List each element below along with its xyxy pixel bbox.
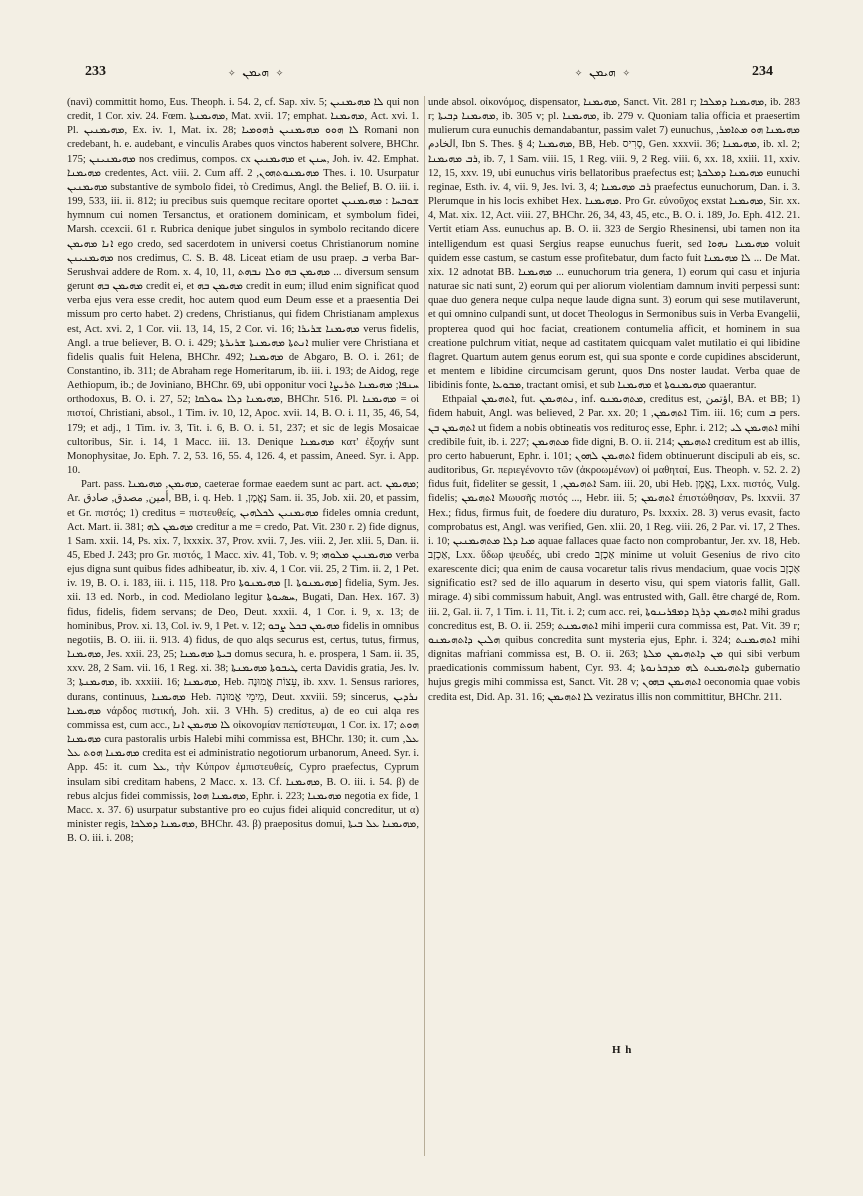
- left-page-number: 233: [85, 64, 106, 79]
- right-column: [428, 96, 800, 705]
- entry-paragraph: Part. pass. ܡܗܝܡܢ, ܡܗܝܡܢܐ, caeterae formae eaedem sunt ac part. act. ܡܗܝܡܢ; Ar. أمين, مصدق, صادق, BB, i. q. Heb. נֶאֱמָן, 1 Sam. ii. 35, Job. xii. 20, et passim, et Gr. πιστός; 1) creditus = πιστευθείς, ܡܗܝܡܢܝܢ ܠܟܠܗܝܢ fideles omnia credunt, Act. Mart. ii. 381; ܡܗܝܡܢ ܠܗ creditur a me = credo, Pat. Vit. 230 r. 2) fide dignus, 1 Sam. xxii. 14, Ps. xix. 7, lxxxix. 37, Prov. xvii. 7, Jes. viii. 2, Jer. xlii. 5, Dan. ii. 45, Ebed J. 243; pro Gr. πιστός, 1 Macc. xiv. 41, Tob. v. 9; ܡܗܝܡܢܝܢ ܡܠܘܗܝ verba ejus digna sunt quibus fides adhibeatur, ib. xiv. 4, 1 Cor. vii. 25, 2 Tim. ii. 2, 1 Pet. iv. 19, B. O. i. 183, iii. i. 115, 118. Pro ܡܗܝܡܢܘܬܐ [l. ܡܗܝܡܢܘܬܐ] fidelia, Sym. Jes. xii. 13 ed. Norb., in cod. Mediolano legitur ܚܣܝܘܬܐ, Bugati, Dan. Hex. 167. 3) fidus, fidelis, fidem servans; de Deo, Deut. xxxii. 4, 1 Cor. i. 9, x. 13; de hominibus, Prov. xi. 13, Col. iv. 9, 1 Pet. v. 12; ܡܗܝܡܢ ܒܟܠ ܨܒܘ fidelis in omnibus negotiis, B. O. iii. ii. 913. 4) fidus, de quo alqs securus est, certus, tutus, firmus, ܡܗܝܡܢܐ, Jes. xxii. 23, 25; ܒܝܬܐ ܡܗܝܡܢܐ domus secura, h. e. prospera, 1 Sam. ii. 35, xxv. 28, 2 Sam. vii. 16, 1 Reg. xi. 38; ܛܝܒܘܬܐ ܡܗܝܡܢܬܐ certa Davidis gratia, Jes. lv. 3; ܡܗܝܡܢܬܐ, ib. xxxiii. 16; ܡܗܝܡܢܐ, Heb. עֵצוֹת אֱמוּנָה, ib. xxv. 1. Sensus rariores, durans, continuus, ܡܗܝܡܢܐ Heb. מֵימֵי אֱמוּנָה, Deut. xxviii. 59; sincerus, ܢܪܕܝܢ ܡܗܝܡܢܐ νάρδος πιστική, Joh. xii. 3 VHh. 5) creditus, a) de eo cui alqa res commissa est, cum acc., ܠܐ ܡܗܝܡܢ ܐܢܐ οἰκονομίαν πεπίστευμαι, 1 Cor. ix. 17; ܗܘܬ ܡܗܝܡܢܐ cura pastoralis urbis Halebi mihi commissa est, BHChr. 130; it. cum ܥܠ, ܡܗܝܡܢܐ ܗܘܬ ܥܠ credita est ei administratio negotiorum urbanorum, Aneed. Syr. i. App. 45: it. cum ܥܠ, τὴν Κύπρον ἐμπιστευθείς, Cypro praefectus, Cyprum insulam sibi creditam habens, 2 Macc. x. 13. Cf. ܡܗܝܡܢܐ, B. O. iii. i. 54. β) de rebus alcjus fidei commissis, ܡܗܝܡܢܐ ܗܘܐ, Ephr. i. 223; ܡܗܝܡܢܐ negotia ex fide, 1 Macc. x. 37. 6) usurpatur substantive pro eo cujus fidei aliquid concreditur, ut α) minister regis, ܡܗܝܡܢܐ ܕܡܠܟܐ, BHChr. 43. β) praepositus domui, ܡܗܝܡܢܐ ܥܠ ܒܝܬܐ, B. O. iii. i. 208;: [67, 479, 420, 845]
- entry-paragraph: unde absol. οἰκονόμος, dispensator, ܡܗܝܡܢܐ, Sanct. Vit. 281 r; ܡܗܝܡܢܐ ܕܡܠܟܐ, ib. 283 r; ܡܗܝܡܢܐ ܕܒܝܬܐ, ib. 305 v; pl. ܡܗܝܡܢܐ, ib. 279 v. Quoniam talia officia et praesertim mulierum cura eunuchis demandabantur, passim valet 7) eunuchus, ܡܗܝܡܢܐ ܗܘ ܡܬܐܡܪ, الخادم, Ibn S. Thes. § 4; ܡܗܝܡܢܐ, BB, Heb. סָרִיס, Gen. xxxvii. 36; ܡܗܝܡܢܐ, ib. xl. 2; ܪܒ ܡܗܝܡܢܐ, ib. 7, 1 Sam. viii. 15, 1 Reg. viii. 9, 2 Reg. viii. 6, xx. 18, xxiii. 11, xxiv. 12, 15, xxv. 19, ubi eunuchus viris bellatoribus praefectus est; ܡܗܝܡܢܐ ܕܡܠܟܬܐ eunuchi reginae, Esth. iv. 4, vii. 9, Jes. lvi. 3, 4; ܪܒ ܡܗܝܡܢܐ praefectus eunuchorum, Dan. i. 3. Plerumque in his locis exhibet Hex. ܡܗܝܡܢܐ. Pro Gr. εὐνοῦχος exstat ܡܗܝܡܢܐ, Sir. xx. 4, Mat. xix. 12, Act. viii. 27, BHChr. 26, 34, 43, 45, etc., B. O. i. 189, Jo. Eph. 412. 21. Vertit etiam Ass. eunuchus ap. B. O. ii. 323 de Sergio Rhesinensi, ubi tamen non ita intelligendum est quasi Sergius reapse eunuchus fuerit, sed ܡܗܝܡܢܐ ܢܗܘܐ voluit quidem esse castum, se castum esse profitebatur, dum facto fuit ܠܐ ܡܗܝܡܢܐ ... De Mat. xix. 12 adnotat BB. ܡܗܝܡܢܐ ... eunuchorum tria genera, 1) eorum qui casu et injuria naturae sic nati sunt, 2) eorum qui per aliorum violentiam damnum inviti perpessi sunt: quae duo genera neque culpa neque laude digna sunt. 3) eorum qui sese mutilaverunt, et qui omnino culpandi sunt, ut docet Theologus in Sermonibus suis in Verba Evangelii, propterea quod qui hoc faciat, creationem contumelia afficit, et hominem in sua creatione pulchrum vitiat, neque ad castitatem quicquam valet mutilatio ei qui libidine flagret. Quartum autem genus eorum est, qui sua sponte e corde cupidines absciderunt, et mentem e libidine circumcisam gerunt, quos Dns noster laudat. Verba quae de libidinis fonte, ܡܒܘܥܐ, tractant omisi, et sub ܡܗܝܡܢܐ et ܡܗܝܡܢܘܬܐ quaerantur.: [428, 97, 801, 392]
- column-divider: [424, 96, 425, 1156]
- right-page-number: 234: [752, 64, 773, 79]
- running-head-right: [572, 65, 633, 80]
- entry-paragraph: Ethpaial ܐܬܗܝܡܢ, fut. ܢܬܗܝܡܢ, inf. ܡܬܗܝܡܢܘ, creditus est, اؤتمن, BA. et BB; 1) fidem habuit, Angl. was believed, 2 Par. xx. 20; ܐܬܗܝܡܢ, 1 Tim. iii. 16; cum ܒ pers. ܐܬܗܝܡܢ ܒܢ ut fidem a nobis obtineatis vos rediturος esse, Ephr. i. 212; ܐܬܗܝܡܢ ܠܝ mihi credibile fuit, ib. i. 227; ܡܬܗܝܡܢ fide digni, B. O. ii. 214; ܐܬܗܝܡܢ creditum est ab illis, pro certo habuerunt, Ephr. i. 101; ܐܬܗܝܡܢ ܠܗܘܢ fidem obtinuerunt discipuli ab eis, sc. auditoribus, Gr. περιεγένοντο τῶν (ἀκροωμένων) οἱ μαθηταί, Eus. Theoph. v. 52. 2. 2) fidus fuit, fideliter se gessit, ܐܬܗܝܡܢ, 1 Sam. iii. 20, ubi Heb. נֶאֱמָן, Lxx. πιστός, Vulg. fidelis; ܐܬܗܝܡܢ Μωυσῆς πιστός ..., Hebr. iii. 5; ܐܬܗܝܡܢ ἐπιστώθησαν, Ps. lxxvii. 37 Hex.; fidus, firmus fuit, de foedere diu duraturo, Ps. lxxxix. 28. 3) verus evasit, facto comprobatus est, Angl. was verified, Gen. xlii. 20, 1 Reg. viii. 26, 2 Par. vi. 17, 2 Thes. i. 10; ܡܝܐ ܕܠܐ ܡܬܗܝܡܢܝܢ aquae fallaces quae facto non comprobantur, Jer. xv. 18, Heb. אַכְזָב, Lxx. ὕδωρ ψευδές, ubi credo אַכְזָב minime ut voluit Gesenius de rivo cito exarescente dici; qua enim de causa vocaretur talis rivus mendacium, quae vocis אַכְזָב significatio est? sed de illo aquarum in deserto visu, qui spem viatoris fallit, Gall. mirage. 4) sibi commissum habuit, Angl. was entrusted with, Gall. être chargé de, Rom. iii. 2, Gal. ii. 7, 1 Tim. i. 11, Tit. i. 2; cum acc. rei, ܐܬܗܝܡܢ ܕܪܓܐ ܕܡܦܪܝܢܘܬܐ mihi gradus concreditus est, B. O. ii. 259; ܐܬܗܝܡܢܬ mihi imperii cura commissa est, Pat. Vit. 39 r; ܗܠܝܢ ܕܐܬܗܝܡܢܘ quibus concredita sunt mysteria ejus, Ephr. i. 324; ܐܬܗܝܡܢܬ mihi dignitas mafriani commissa est, B. O. ii. 263; ܡܢ ܕܐܬܗܝܡܢ ܡܠܬܐ qui sibi verbum praedicationis commissum habent, Cyr. 93. 4; ܕܐܬܗܝܡܢܬ ܠܗ ܡܕܒܪܢܘܬܐ gubernatio hujus gregis mihi commissa est, Sanct. Vit. 28 v; ܐܬܗܝܡܢ ܒܗܘܢ oeconomia quae vobis credita est, Did. Ap. 31. 16; ܠܐ ܐܬܗܝܡܢ veziratus illis non committitur, BHChr. 211.: [428, 394, 801, 703]
- ornament-icon: ✧: [622, 69, 630, 79]
- page-header: [85, 64, 773, 84]
- running-head-left-text: ܗܝܡܢ: [242, 65, 269, 79]
- ornament-icon: ✧: [228, 69, 236, 79]
- ornament-icon: ✧: [574, 69, 583, 79]
- running-head-left: [225, 65, 286, 80]
- signature-mark: H h: [612, 1044, 633, 1056]
- entry-paragraph: (navi) committit homo, Eus. Theoph. i. 54. 2, cf. Sap. xiv. 5; ܠܐ ܡܗܝܡܢܝܢ qui non credit, 1 Cor. xiv. 24. Fœm. ܡܗܝܡܢܬܐ, Mat. xvii. 17; emphat. ܡܗܝܡܢܐ, Act. xvi. 1. Pl. ܡܗܝܡܢܝܢ, Ex. iv. 1, Mat. ix. 28; ܠܐ ܗܘܘ ܡܗܝܡܢܝܢ ܪܗܘܡܝܐ Romani non credebant, h. e. audebant, e vinculis Arabes quos vinctos haberent solvere, BHChr. 175; ܡܗܝܡܢܝܢܢ nos credimus, compos. cx ܡܗܝܡܢܝܢ et ܚܢܢ, Joh. iv. 42. Emphat. ܡܗܝܡܢܐ credentes, Act. viii. 2. Cum aff. ܡܗܝܡܢܘܬܗܘܢ, 2 Thes. i. 10. Usurpatur ܡܗܝܡܢܝܢ substantive de symbolo fidei, τὸ Credimus, Angl. the Belief, B. O. iii. i. 199, 533, iii. ii. 812; iu precibus suis quemque recitare oportet ܫܘܒܚܐ : ܡܗܝܡܢܝܢ hymnum cui nomen Tersanctus, et orationem dominicam, et symbolum fidei, Marsh. ccexcii. 61 r. Rubrica denique jubet singulos in symbolo recitando dicere ܐܢܐ ܡܗܝܡܢ ego credo, sed sacerdotem in universi coetus Christianorum nomine ܡܗܝܡܢܝܢܢ nos credimus, C. S. B. 48. Liceat etiam de usu praep. ܒ verba Bar-Serushvai addere de Rom. x. 4, 10, 11, ܡܗܝܡܢ ܒܗ ܘܠܐ ܢܒܗܬ ... diversum sensum gerunt ܡܗܝܡܢ ܒܗ credit ei, et ܡܗܝܡܢ ܒܗ credit in eum; illud enim significat quod verba ejus vera esse credit, hoc autem quod eum Deum esse et a praesentia Dei missum pro certo habet. 2) credens, Christianus, qui fidem Christianam amplexus est, Act. xvi. 2, 1 Cor. vii. 13, 14, 15, 2 Cor. vi. 16; ܡܗܝܡܢܐ ܫܪܝܪܐ verus fidelis, Angl. a true believer, B. O. i. 429; ܐܢܬܬܐ ܡܗܝܡܢܬܐ ܫܪܝܪܬܐ mulier vere Christiana et fidelis qualis fuit Helena, BHChr. 492; ܡܗܝܡܢܐ de Abgaro, B. O. i. 261; de Constantino, ib. 311; de Abraham rege Homeritarum, ib. iii. i. 193; de Aidog, rege Aethiopum, ib.; de Joviniano, BHChr. 69, ubi opponitur voci ܚܢܦܐ; ܡܗܝܡܢܐ ܬܪܝܨܐ orthodoxus, B. O. i. 27, 52; ܡܗܝܡܢܐ ܕܠܐ ܚܘܠܩܐ, BHChr. 516. Pl. ܡܗܝܡܢܐ = οἱ πιστοί, Christiani, absol., 1 Tim. iv. 10, 12, Apoc. xvii. 14, B. O. i. 11, 35, 46, 54, 179; et adj., 1 Tim. iv. 3, Tit. i. 6, B. O. i. 51, 237; et sic de legis Mosaicae cultoribus, Sir. i. 14, 1 Macc. iii. 13. Denique ܡܗܝܡܢܐ κατ' ἐξοχήν sunt Monophysitae, Jo. Eph. 7. 2, 53. 16, 55. 4, 126. 4, et passim, Aneed. Syr. i. App. 10.: [67, 97, 420, 477]
- left-column: [67, 96, 419, 846]
- ornament-icon: ✧: [275, 69, 284, 79]
- running-head-right-text: ܗܝܡܢ: [589, 65, 616, 79]
